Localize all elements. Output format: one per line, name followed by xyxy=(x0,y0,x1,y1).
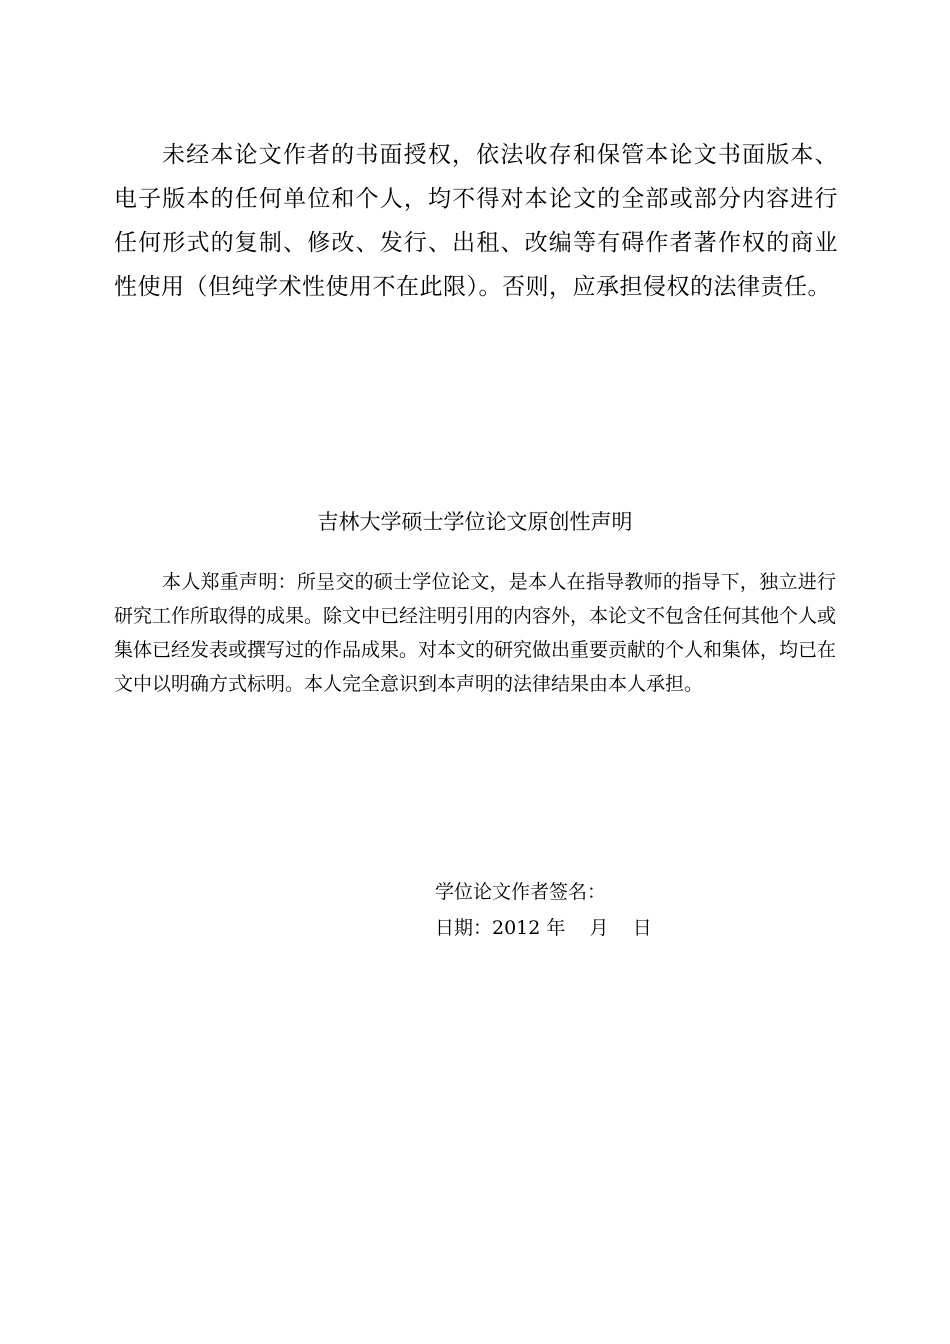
signature-block xyxy=(435,874,652,946)
author-signature-label: 学位论文作者签名： xyxy=(435,881,607,903)
copyright-notice: 未经本论文作者的书面授权，依法收存和保管本论文书面版本、电子版本的任何单位和个人，均不得对本论文的全部或部分内容进行任何形式的复制、修改、发行、出租、改编等有碍作者著作权的商业性使用（但纯学术性使用不在此限）。否则，应承担侵权的法律责任。 xyxy=(114,142,838,300)
date-label: 日期：2012 年 月 日 xyxy=(435,917,652,939)
declaration-body: 本人郑重声明：所呈交的硕士学位论文，是本人在指导教师的指导下，独立进行研究工作所取得的成果。除文中已经注明引用的内容外，本论文不包含任何其他个人或集体已经发表或撰写过的作品成果。对本文的研究做出重要贡献的个人和集体，均已在文中以明确方式标明。本人完全意识到本声明的法律结果由本人承担。 xyxy=(114,571,837,695)
declaration-title: 吉林大学硕士学位论文原创性声明 xyxy=(317,510,633,534)
